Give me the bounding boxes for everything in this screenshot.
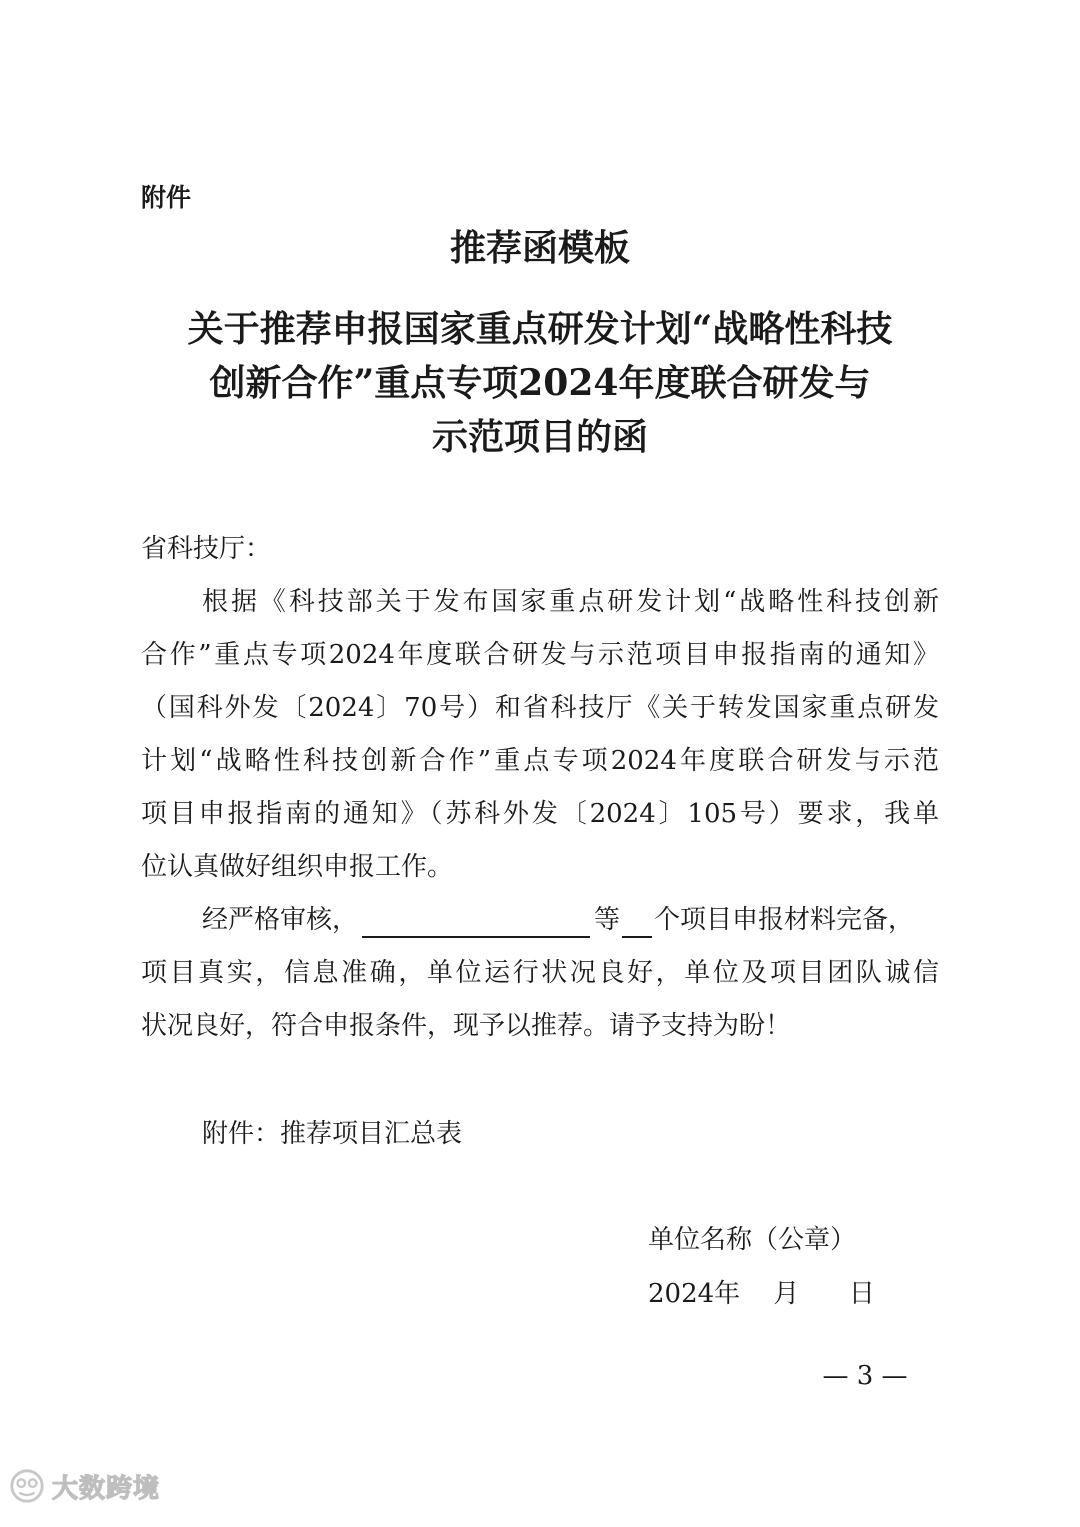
paragraph1-line: 项目申报指南的通知》（苏科外发〔2024〕105号）要求，我单 [141,799,939,829]
attachment-label: 附件 [141,183,192,212]
paragraph1-line: 根据《科技部关于发布国家重点研发计划“战略性科技创新 [202,587,939,617]
letter-title-line-3: 示范项目的函 [431,416,648,458]
watermark [8,1467,160,1505]
paragraph2-line-1 [202,902,914,938]
paragraph1-line: （国科外发〔2024〕70号）和省科技厅《关于转发国家重点研发 [141,693,939,723]
review-middle: 等 [594,905,621,935]
letter-title-line-2: 创新合作”重点专项2024年度联合研发与 [209,362,871,404]
page-number: — 3 — [822,1361,908,1391]
review-prefix: 经严格审核， [202,905,359,935]
letter-title-line-1: 关于推荐申报国家重点研发计划“战略性科技 [187,308,893,350]
project-count-blank [622,906,652,938]
attachment-note: 附件：推荐项目汇总表 [202,1119,463,1149]
template-title: 推荐函模板 [449,227,630,269]
review-suffix: 个项目申报材料完备， [654,905,915,935]
salutation: 省科技厅： [141,534,272,564]
paragraph1-line: 位认真做好组织申报工作。 [141,852,454,882]
project-name-blank [362,906,590,938]
brand-logo-icon [8,1467,46,1505]
paragraph2-line-2: 项目真实，信息准确，单位运行状况良好，单位及项目团队诚信 [141,958,939,988]
paragraph1-line: 计划“战略性科技创新合作”重点专项2024年度联合研发与示范 [141,746,939,776]
signature-date: 2024年 月 日 [648,1279,875,1309]
watermark-text: 大数跨境 [52,1473,161,1504]
paragraph1-line: 合作”重点专项2024年度联合研发与示范项目申报指南的通知》 [141,640,939,670]
paragraph2-line-3: 状况良好，符合申报条件，现予以推荐。请予支持为盼！ [141,1011,792,1041]
signature-unit: 单位名称（公章） [648,1225,857,1255]
